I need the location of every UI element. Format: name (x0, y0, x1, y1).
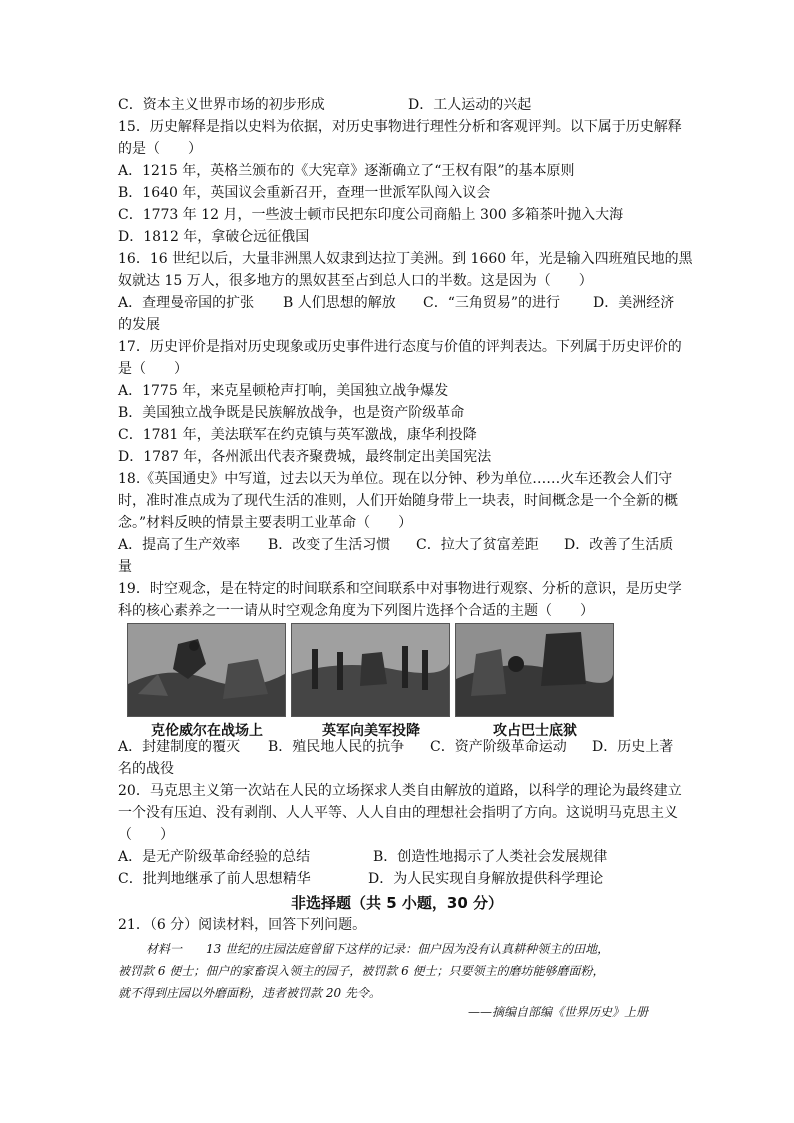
battle-engraving-image (127, 623, 286, 717)
question-19-stem: 19．时空观念，是在特定的时间联系和空间联系中对事物进行观察、分析的意识，是历史学 (118, 581, 682, 597)
question-19-option-d-cont: 名的战役 (118, 761, 174, 777)
option-c: C．拉大了贫富差距 (416, 537, 539, 553)
question-15-option-a: A．1215 年，英格兰颁布的《大宪章》逐渐确立了“王权有限”的基本原则 (118, 163, 575, 179)
figure-caption: 攻占巴士底狱 (493, 723, 577, 739)
question-15-option-d: D．1812 年，拿破仑远征俄国 (118, 229, 310, 245)
option-c: C．“三角贸易”的进行 (423, 295, 561, 311)
option-b: B．殖民地人民的抗争 (268, 739, 405, 755)
option-d: D．工人运动的兴起 (408, 97, 532, 113)
question-18-stem-cont2: 念。”材料反映的情景主要表明工业革命（ ） (118, 515, 413, 531)
option-b: B．创造性地揭示了人类社会发展规律 (373, 849, 608, 865)
figure-caption: 克伦威尔在战场上 (151, 723, 263, 739)
option-b: B．改变了生活习惯 (268, 537, 391, 553)
question-17-stem-cont: 是（ ） (118, 361, 188, 377)
question-15-option-b: B．1640 年，英国议会重新召开，查理一世派军队闯入议会 (118, 185, 491, 201)
question-17-stem: 17．历史评价是指对历史现象或历史事件进行态度与价值的评判表达。下列属于历史评价的 (118, 339, 682, 355)
option-c: C．资本主义世界市场的初步形成 (118, 97, 325, 113)
question-15-stem-cont: 的是（ ） (118, 141, 202, 157)
material-1-line-2: 被罚款 6 便士；佃户的家畜误入领主的园子，被罚款 6 便士；只要领主的磨坊能够磨面粉， (118, 964, 605, 978)
question-18-stem: 18.《英国通史》中写道，过去以天为单位。现在以分钟、秒为单位……火车还教会人们守 (118, 471, 673, 487)
figure-cromwell (127, 623, 286, 739)
surrender-engraving-image (291, 623, 450, 717)
bastille-engraving-image (455, 623, 614, 717)
question-20-stem: 20．马克思主义第一次站在人民的立场探求人类自由解放的道路，以科学的理论为最终建立 (118, 783, 682, 799)
option-d: D．历史上著 (592, 739, 674, 755)
option-a: A．是无产阶级革命经验的总结 (118, 849, 311, 865)
question-15-option-c: C．1773 年 12 月，一些波士顿市民把东印度公司商船上 300 多箱茶叶抛入大海 (118, 207, 624, 223)
figure-surrender (291, 623, 450, 739)
option-c: C．批判地继承了前人思想精华 (118, 871, 311, 887)
option-a: A．封建制度的覆灭 (118, 739, 241, 755)
question-21-stem: 21．（6 分）阅读材料，回答下列问题。 (118, 917, 367, 933)
option-d: D．改善了生活质 (564, 537, 674, 553)
question-18-stem-cont: 时，准时准点成为了现代生活的准则，人们开始随身带上一块表，时间概念是一个全新的概 (118, 493, 678, 509)
question-20-stem-cont: 一个没有压迫、没有剥削、人人平等、人人自由的理想社会指明了方向。这说明马克思主义 (118, 805, 678, 821)
material-1-line-3: 就不得到庄园以外磨面粉，违者被罚款 20 先令。 (118, 986, 381, 1000)
option-d: D．美洲经济 (593, 295, 675, 311)
material-1-line-1: 材料一 13 世纪的庄园法庭曾留下这样的记录：佃户因为没有认真耕种领主的田地， (146, 942, 610, 956)
option-b: B 人们思想的解放 (283, 295, 396, 311)
question-15-stem: 15．历史解释是指以史料为依据，对历史事物进行理性分析和客观评判。以下属于历史解释 (118, 119, 682, 135)
question-19-stem-cont: 科的核心素养之一一请从时空观念角度为下列图片选择个合适的主题（ ） (118, 603, 594, 619)
material-source: ——摘编自部编《世界历史》上册 (468, 1005, 649, 1019)
question-18-option-d-cont: 量 (118, 559, 132, 575)
question-16-stem: 16．16 世纪以后，大量非洲黑人奴隶到达拉丁美洲。到 1660 年，光是输入四班殖民地的黑 (118, 251, 693, 267)
question-20-stem-cont2: （ ） (118, 827, 174, 843)
option-a: A．查理曼帝国的扩张 (118, 295, 255, 311)
option-c: C．资产阶级革命运动 (430, 739, 567, 755)
figure-caption: 英军向美军投降 (322, 723, 420, 739)
question-16-stem-cont: 奴就达 15 万人，很多地方的黑奴甚至占到总人口的半数。这是因为（ ） (118, 273, 593, 289)
question-17-option-b: B．美国独立战争既是民族解放战争，也是资产阶级革命 (118, 405, 465, 421)
question-17-option-a: A．1775 年，来克星顿枪声打响，美国独立战争爆发 (118, 383, 449, 399)
figure-bastille (455, 623, 614, 739)
option-a: A．提高了生产效率 (118, 537, 241, 553)
option-d: D．为人民实现自身解放提供科学理论 (368, 871, 604, 887)
question-16-option-d-cont: 的发展 (118, 317, 160, 333)
question-17-option-d: D．1787 年，各州派出代表齐聚费城，最终制定出美国宪法 (118, 449, 492, 465)
question-17-option-c: C．1781 年，美法联军在约克镇与英军激战，康华利投降 (118, 427, 477, 443)
section-heading: 非选择题（共 5 小题，30 分） (291, 894, 503, 912)
